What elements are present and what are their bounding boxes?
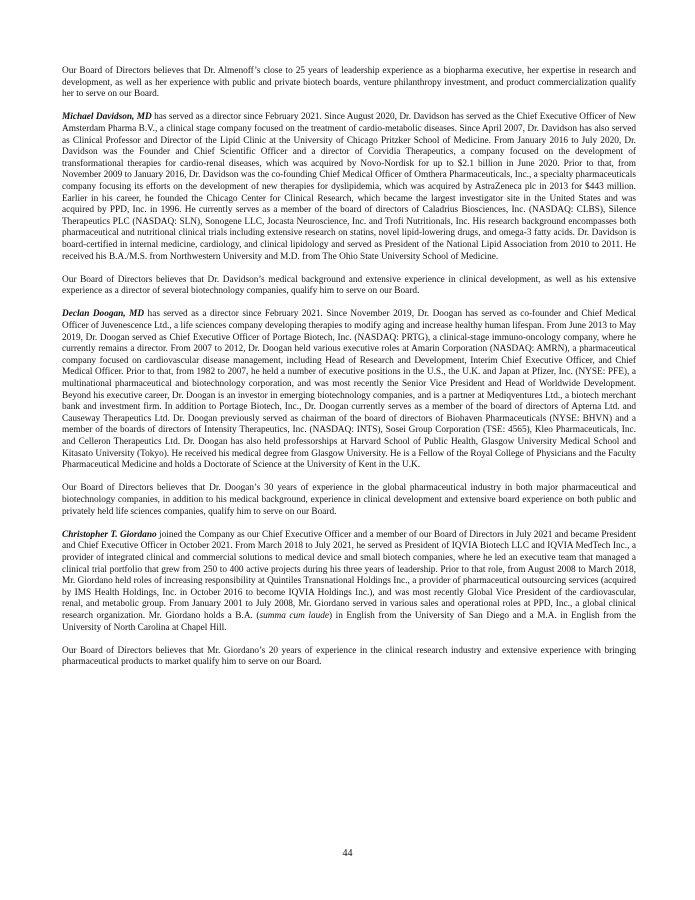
paragraph-doogan-bio [62,309,636,471]
paragraph-text: Our Board of Directors believes that Mr. Giordano’s 20 years of experience in the clinical research industry and extensive experience with bringing pharmaceutical products to market qualify him to serve on our Board. [62,645,636,668]
paragraph-text: Our Board of Directors believes that Dr. Doogan’s 30 years of experience in the global pharmaceutical industry in both major pharmaceutical and biotechnology companies, in addition to his medical background, experience in clinical development and extensive board experience on both public and privately held life sciences companies, qualify him to serve on our Board. [62,483,636,517]
director-name: Christopher T. Giordano [62,529,157,540]
paragraph-giordano-bio [62,530,636,634]
paragraph-text: joined the Company as our Chief Executive Officer and a member of our Board of Directors in July 2021 and became President and Chief Executive Officer in October 2021. From March 2018 to July 2021, he served as President of IQVIA Biotech LLC and IQVIA MedTech Inc., a provider of integrated clinical and commercial solutions to medical device and small biotech companies, where he led an executive team that managed a clinical trial portfolio that grew from 250 to 400 active projects during his three years of leadership. Prior to that role, from August 2008 to March 2018, Mr. Giordano held roles of increasing responsibility at Quintiles Transnational Holdings Inc., a provider of pharmaceutical outsourcing services (acquired by IMS Health Holdings, Inc. in October 2016 to become IQVIA Holdings Inc.), and was most recently Global Vice President of the cardiovascular, renal, and metabolic group. From January 2001 to July 2008, Mr. Giordano served in various sales and operational roles at PPD, Inc., a global clinical research organization. Mr. Giordano holds a B.A. ( [62,529,636,621]
paragraph-giordano-qualifications [62,646,636,669]
director-name: Declan Doogan, MD [62,309,145,320]
paragraph-davidson-bio [62,112,636,263]
paragraph-text: has served as a director since February 2021. Since August 2020, Dr. Davidson has served as the Chief Executive Officer of New Amsterdam Pharma B.V., a clinical stage company focused on the treatment of cardio-metabolic diseases. Since April 2007, Dr. Davidson has also served as Clinical Professor and Director of the Lipid Clinic at the University of Chicago Pritzker School of Medicine. From January 2016 to July 2020, Dr. Davidson was the Founder and Chief Scientific Officer and a director of Corvidia Therapeutics, a company focused on the development of transformational therapies for cardio-renal diseases, which was acquired by Novo-Nordisk for up to $2.1 billion in June 2020. Prior to that, from November 2009 to January 2016, Dr. Davidson was the co-founding Chief Medical Officer of Omthera Pharmaceuticals, Inc., a specialty pharmaceuticals company focusing its efforts on the development of new therapies for dyslipidemia, which was acquired by AstraZeneca plc in 2013 for $443 million. Earlier in his career, he founded the Chicago Center for Clinical Research, which became the largest investigator site in the United States and was acquired by PPD, Inc. in 1996. He currently serves as a member of the board of directors of Caladrius Biosciences, Inc. (NASDAQ: CLBS), Silence Therapeutics PLC (NASDAQ: SLN), Sonogene LLC, Jocasta Neuroscience, Inc. and Trofi Nutritionals, Inc. His research background encompasses both pharmaceutical and nutritional clinical trials including extensive research on statins, novel lipid-lowering drugs, and omega-3 fatty acids. Dr. Davidson is board-certified in internal medicine, cardiology, and clinical lipidology and served as President of the National Lipid Association from 2010 to 2011. He received his B.A./M.S. from Northwestern University and M.D. from The Ohio State University School of Medicine. [62,112,636,262]
paragraph-text: Our Board of Directors believes that Dr. Almenoff’s close to 25 years of leadership experience as a biopharma executive, her expertise in research and development, as well as her experience with public and private biotech boards, venture philanthropy investment, and product commercialization qualify her to serve on our Board. [62,66,636,100]
page-number: 44 [342,848,353,859]
paragraph-davidson-qualifications [62,275,636,298]
latin-honor: summa cum laude [259,610,330,621]
paragraph-text: has served as a director since February 2021. Since November 2019, Dr. Doogan has served as co-founder and Chief Medical Officer of Juvenescence Ltd., a life sciences company developing therapies to modify aging and increase healthy human lifespan. From June 2013 to May 2019, Dr. Doogan served as Chief Executive Officer of Portage Biotech, Inc. (NASDAQ: PRTG), a clinical-stage immuno-oncology company, where he currently remains a director. From 2007 to 2012, Dr. Doogan held various executive roles at Amarin Corporation (NASDAQ: AMRN), a pharmaceutical company focused on cardiovascular disease management, including Head of Research and Development, Interim Chief Executive Officer, and Chief Medical Officer. Prior to that, from 1982 to 2007, he held a number of executive positions in the U.S., the U.K. and Japan at Pfizer, Inc. (NYSE: PFE), a multinational pharmaceutical and biotechnology corporation, and was most recently the Senior Vice President and Head of Worldwide Development. Beyond his executive career, Dr. Doogan is an investor in emerging biotechnology companies, and is a partner at Mediqventures Ltd., a biotech merchant bank and investment firm. In addition to Portage Biotech, Inc., Dr. Doogan currently serves as a member of the board of directors of Apterna Ltd. and Causeway Therapeutics Ltd. Dr. Doogan previously served as chairman of the board of directors of Biohaven Pharmaceuticals (NYSE: BHVN) and a member of the boards of directors of Intensity Therapeutics, Inc. (NASDAQ: INTS), Sosei Group Corporation (TSE: 4565), Kleo Pharmaceuticals, Inc. and Celleron Therapeutics Ltd. Dr. Doogan has also held professorships at Harvard School of Public Health, Glasgow University Medical School and Kitasato University (Tokyo). He received his medical degree from Glasgow University. He is a Fellow of the Royal College of Physicians and the Faculty Pharmaceutical Medicine and holds a Doctorate of Science at the University of Kent in the U.K. [62,309,636,471]
paragraph-text: Our Board of Directors believes that Dr. Davidson’s medical background and extensive experience in clinical development, as well as his extensive experience as a director of several biotechnology companies, qualify him to serve on our Board. [62,274,636,297]
document-body [62,66,636,680]
paragraph-almenoff-qualifications [62,66,636,101]
paragraph-doogan-qualifications [62,483,636,518]
paragraph-text: ) in English from the University of San Diego and a M.A. in English from the University of North Carolina at Chapel Hill. [62,610,637,633]
director-name: Michael Davidson, MD [62,112,152,123]
